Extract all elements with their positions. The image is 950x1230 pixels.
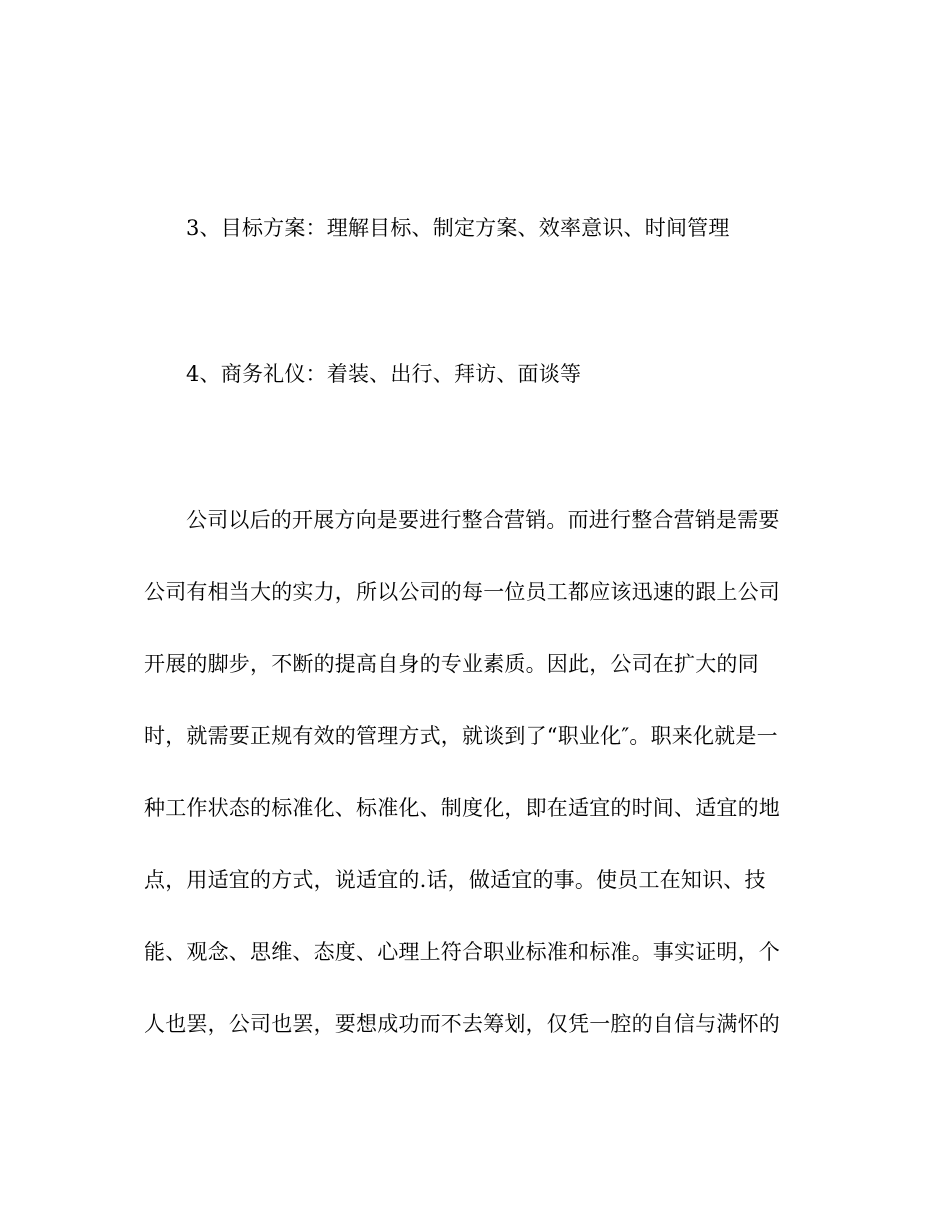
list-item-business-etiquette: 4、商务礼仪：着装、出行、拜访、面谈等: [186, 362, 582, 386]
paragraph-line-5: 种工作状态的标准化、标准化、制度化，即在适宜的时间、适宜的地: [144, 796, 780, 820]
paragraph-line-2: 公司有相当大的实力，所以公司的每一位员工都应该迅速的跟上公司: [144, 580, 780, 604]
paragraph-line-7: 能、观念、思维、态度、心理上符合职业标准和标准。事实证明，个: [144, 940, 780, 964]
paragraph-line-4: 时，就需要正规有效的管理方式，就谈到了“职业化″。职来化就是一: [144, 724, 778, 748]
paragraph-line-6: 点，用适宜的方式，说适宜的.话，做适宜的事。使员工在知识、技: [144, 868, 766, 892]
paragraph-line-1: 公司以后的开展方向是要进行整合营销。而进行整合营销是需要: [186, 508, 780, 532]
paragraph-line-8: 人也罢，公司也罢，要想成功而不去筹划，仅凭一腔的自信与满怀的: [144, 1012, 780, 1036]
paragraph-line-3: 开展的脚步，不断的提高自身的专业素质。因此，公司在扩大的同: [144, 652, 759, 676]
list-item-target-plan: 3、目标方案：理解目标、制定方案、效率意识、时间管理: [186, 216, 730, 240]
